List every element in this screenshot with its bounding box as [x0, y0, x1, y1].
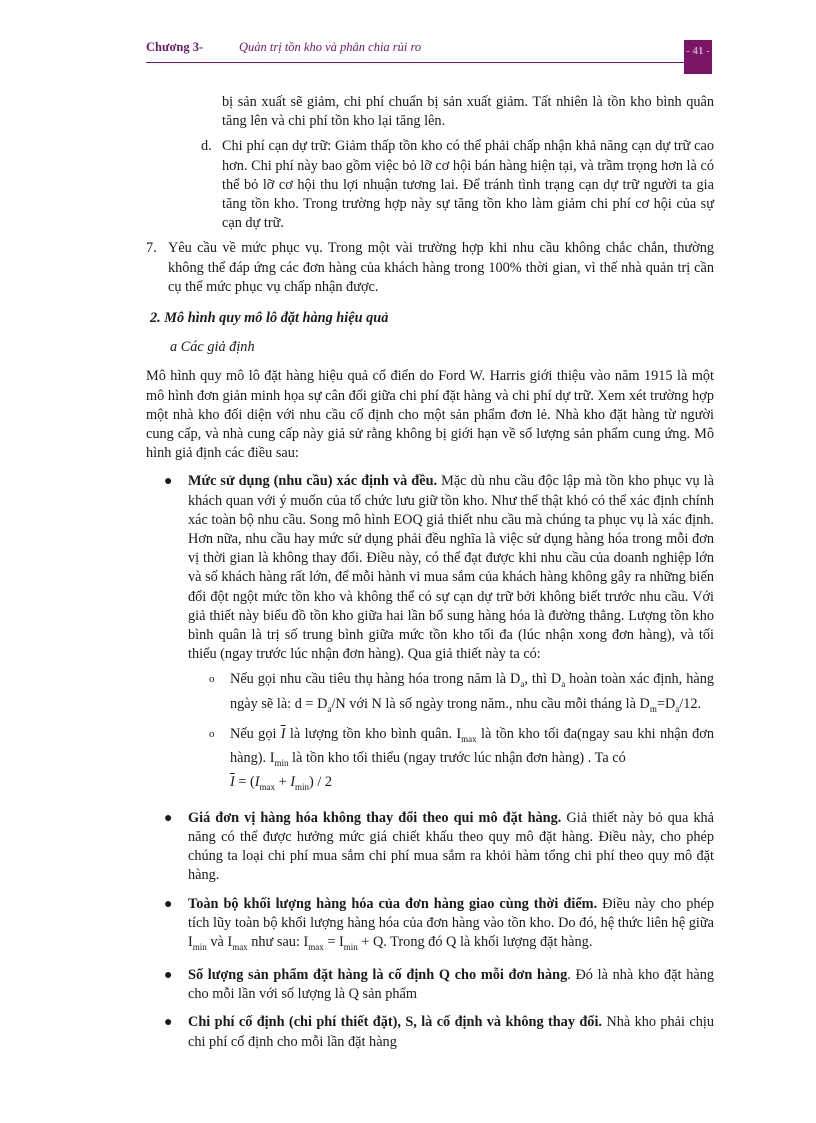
chapter-title: Quản trị tồn kho và phân chia rủi ro: [239, 40, 422, 54]
assumption-title: Mức sử dụng (nhu cầu) xác định và đều.: [188, 473, 438, 490]
assumption-text: Giả thiết này bỏ qua khả năng có thể được hưởng mức giá chiết khấu theo quy mô đặt hàng. Điều này, cho phép chúng ta loại chi phí mua sắm chi phí mua sắm ra khỏi hàm tổng chi phí theo quy mô đặt hàng.: [188, 809, 714, 884]
assumption-title: Số lượng sản phẩm đặt hàng là cố định Q cho mỗi đơn hàng: [188, 967, 568, 984]
assumption-text: . Đó là nhà kho đặt hàng cho mỗi lần với số lượng là Q sản phẩm: [188, 967, 714, 1003]
assumption-item: [146, 809, 714, 886]
bullet-icon: ●: [164, 896, 173, 912]
list-item-text: Chi phí cạn dự trữ: Giảm thấp tồn kho có thể phải chấp nhận khả năng cạn dự trữ cao hơn. Chi phí này bao gồm việc bỏ lỡ cơ hội bán hàng hiện tại, và trầm trọng hơn là có thể bỏ lỡ cơ hội thu lợi nhuận tương lai. Để tránh tình trạng cạn dự trữ người ta gia tăng tồn kho. Trong trường hợp này sự tăng tồn kho làm giảm chi phí cơ hội của sự cạn dự trữ.: [222, 138, 714, 232]
assumption-title: Giá đơn vị hàng hóa không thay đổi theo qui mô đặt hàng.: [188, 809, 562, 826]
page-body: [146, 93, 714, 1052]
list-item-text: Yêu cầu về mức phục vụ. Trong một vài trường hợp khi nhu cầu không chắc chắn, thường không thể đáp ứng các đơn hàng của khách hàng trong 100% thời gian, vì thế nhà quản trị cần cụ thể mức phục vụ chấp nhận được.: [168, 240, 714, 295]
assumption-text: Nhà kho phải chịu chi phí cố định cho mỗi lần đặt hàng: [188, 1014, 714, 1050]
list-item-d: [146, 137, 714, 233]
assumption-item: ● Toàn bộ khối lượng hàng hóa của đơn hàng giao cùng thời điểm. Điều này cho phép tích lũy toàn bộ khối lượng hàng hóa của đơn hàng vào tồn kho. Do đó, hệ thức liên hệ giữa $I_{min}$ và $I_{max}$ như sau: $I_{max} = I_{min} + Q$. Trong đó Q là khối lượng đặt hàng.: [164, 895, 714, 952]
circle-bullet-icon: o: [209, 673, 215, 686]
sub-list-item: o Nếu gọi $\overline{I}$ là lượng tồn kho bình quân. $I_{max}$ là tồn kho tối đa(ngay sau khi nhận đơn hàng). $I_{min}$ là tồn kho tối thiểu (ngay trước lúc nhận đơn hàng) . Ta có $\overline{I} = (I_{max} + I_{min}) / 2$: [188, 725, 714, 797]
assumption-title: Toàn bộ khối lượng hàng hóa của đơn hàng giao cùng thời điểm.: [188, 895, 598, 912]
assumption-list: [146, 472, 714, 1051]
section-heading: 2. Mô hình quy mô lô đặt hàng hiệu quả: [150, 310, 389, 327]
bullet-icon: ●: [164, 1015, 173, 1031]
assumption-title: Chi phí cố định (chi phí thiết đặt), S, là cố định và không thay đổi.: [188, 1014, 602, 1031]
list-item-7: [146, 239, 714, 297]
average-inventory-formula: $\overline{I} = (I_{max} + I_{min}) / 2$: [230, 773, 333, 792]
assumption-item: [146, 1013, 714, 1051]
assumption-text: Mặc dù nhu cầu độc lập mà tồn kho phục vụ là khách quan với ý muốn của tổ chức lưu giữ tồn kho. Như thế thật khó có thể xác định chính xác toàn bộ nhu cầu. Song mô hình EOQ giả thiết nhu cầu mà chúng ta phục vụ là xác định. Hơn nữa, nhu cầu hay mức sử dụng phải đều nghĩa là việc sử dụng hàng hóa trong mỗi đơn vị thời gian là không thay đổi. Điều này, có thể đạt được khi nhu cầu của doanh nghiệp lớn và số khách hàng rất lớn, để mỗi hành vi mua sắm của khách hàng không gây ra những biến đổi đột ngột mức tồn kho và không thể có sự cạn dự trữ bởi không biết trước nhu cầu. Với giả thiết này biểu đồ tồn kho giữa hai lần bổ sung hàng hóa là đường thẳng. Lượng tồn kho bình quân là trị số trung bình giữa mức tồn kho tối đa (lúc nhận xong đơn hàng), và tối thiểu (ngay trước lúc nhận đơn hàng). Qua giả thiết này ta có:: [188, 473, 714, 663]
chapter-label: Chương 3-: [146, 40, 204, 54]
list-marker: 7.: [146, 240, 157, 257]
bullet-icon: ●: [164, 968, 173, 984]
subsection-heading: a Các giả định: [170, 339, 255, 356]
intro-paragraph: Mô hình quy mô lô đặt hàng hiệu quả cổ điển do Ford W. Harris giới thiệu vào năm 1915 là một mô hình đơn giản minh họa sự cân đối giữa chi phí đặt hàng và chi phí dự trữ. Xem xét trường hợp một nhà kho đối diện với nhu cầu cố định cho một sản phẩm đơn lẻ. Nhà kho đặt hàng từ người cung cấp, và nhà cung cấp này giả sử rằng không bị giới hạn về số lượng sản phẩm cung ứng. Mô hình giả định các điều sau:: [146, 368, 714, 462]
page-header: [146, 40, 714, 60]
sub-list-item: o Nếu gọi nhu cầu tiêu thụ hàng hóa trong năm là $D_a$, thì $D_a$ hoàn toàn xác định, hàng ngày sẽ là: $d = D_a/N$ với N là số ngày trong năm., nhu cầu mỗi tháng là $D_m=D_a/12$.: [209, 671, 714, 714]
header-rule: [146, 62, 712, 63]
circle-bullet-icon: o: [209, 727, 215, 740]
sub-list: [188, 670, 714, 796]
bullet-icon: ●: [164, 474, 173, 490]
continued-paragraph: bị sản xuất sẽ giảm, chi phí chuẩn bị sản xuất giảm. Tất nhiên là tồn kho bình quân tăng lên và chi phí tồn kho lại tăng lên.: [222, 94, 714, 130]
assumption-item: [146, 966, 714, 1004]
page-number-badge: - 41 -: [684, 40, 712, 74]
bullet-icon: ●: [164, 810, 173, 826]
assumption-item: [146, 472, 714, 796]
list-marker: d.: [201, 138, 212, 155]
